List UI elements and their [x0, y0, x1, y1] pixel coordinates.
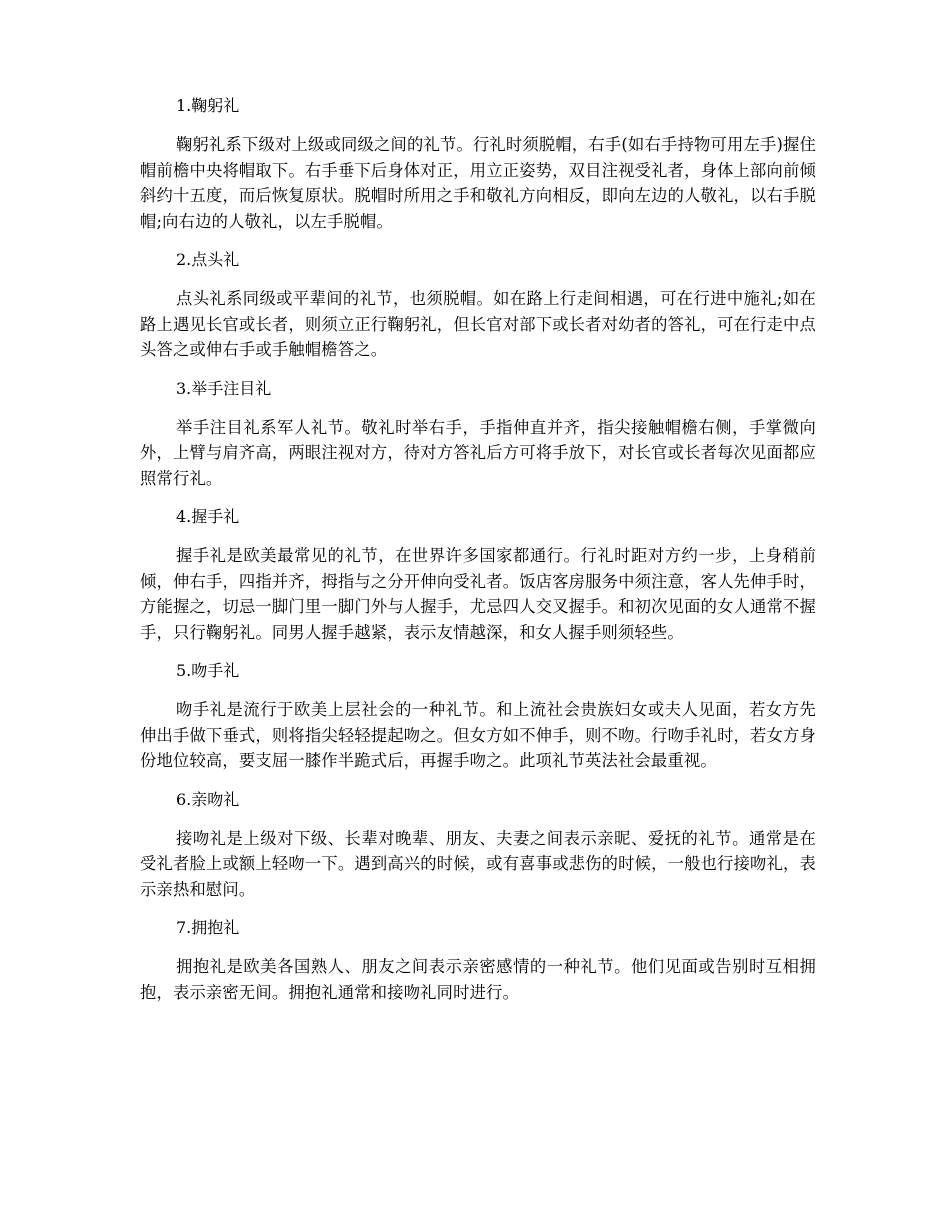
section-heading: 4.握手礼: [176, 507, 240, 526]
section-salute: [140, 377, 816, 492]
section-paragraph: 拥抱礼是欧美各国熟人、朋友之间表示亲密感情的一种礼节。他们见面或告别时互相拥抱，表示亲密无间。拥抱礼通常和接吻礼同时进行。: [140, 957, 816, 1002]
section-paragraph: 举手注目礼系军人礼节。敬礼时举右手，手指伸直并齐，指尖接触帽檐右侧，手掌微向外，上臂与肩齐高，两眼注视对方，待对方答礼后方可将手放下，对长官或长者每次见面都应照常行礼。: [140, 417, 816, 488]
section-kiss: [140, 788, 816, 903]
section-hand-kiss: [140, 659, 816, 774]
document-body: [140, 94, 816, 1019]
section-paragraph: 点头礼系同级或平辈间的礼节，也须脱帽。如在路上行走间相遇，可在行进中施礼;如在路上遇见长官或长者，则须立正行鞠躬礼，但长官对部下或长者对幼者的答礼，可在行走中点头答之或伸右手或手触帽檐答之。: [140, 289, 816, 359]
section-embrace: [140, 916, 816, 1005]
section-nod: [140, 248, 816, 363]
section-bow: [140, 94, 816, 234]
section-paragraph: 接吻礼是上级对下级、长辈对晚辈、朋友、夫妻之间表示亲昵、爱抚的礼节。通常是在受礼者脸上或额上轻吻一下。遇到高兴的时候，或有喜事或悲伤的时候，一般也行接吻礼，表示亲热和慰问。: [140, 828, 816, 899]
section-paragraph: 鞠躬礼系下级对上级或同级之间的礼节。行礼时须脱帽，右手(如右手持物可用左手)握住帽前檐中央将帽取下。右手垂下后身体对正，用立正姿势，双目注视受礼者，身体上部向前倾斜约十五度，而后恢复原状。脱帽时所用之手和敬礼方向相反，即向左边的人敬礼，以右手脱帽;向右边的人敬礼，以左手脱帽。: [140, 135, 816, 231]
section-heading: 2.点头礼: [176, 250, 240, 269]
section-heading: 1.鞠躬礼: [176, 96, 240, 115]
section-heading: 3.举手注目礼: [176, 378, 272, 398]
section-heading: 5.吻手礼: [176, 661, 240, 680]
section-paragraph: 吻手礼是流行于欧美上层社会的一种礼节。和上流社会贵族妇女或夫人见面，若女方先伸出手做下垂式，则将指尖轻轻提起吻之。但女方如不伸手，则不吻。行吻手礼时，若女方身份地位较高，要支屈一膝作半跪式后，再握手吻之。此项礼节英法社会最重视。: [140, 700, 816, 770]
section-heading: 6.亲吻礼: [176, 789, 240, 809]
section-heading: 7.拥抱礼: [176, 918, 240, 937]
section-paragraph: 握手礼是欧美最常见的礼节，在世界许多国家都通行。行礼时距对方约一步，上身稍前倾，伸右手，四指并齐，拇指与之分开伸向受礼者。饭店客房服务中须注意，客人先伸手时，方能握之，切忌一脚门里一脚门外与人握手，尤忌四人交叉握手。和初次见面的女人通常不握手，只行鞠躬礼。同男人握手越紧，表示友情越深，和女人握手则须轻些。: [140, 546, 816, 642]
section-handshake: [140, 505, 816, 645]
